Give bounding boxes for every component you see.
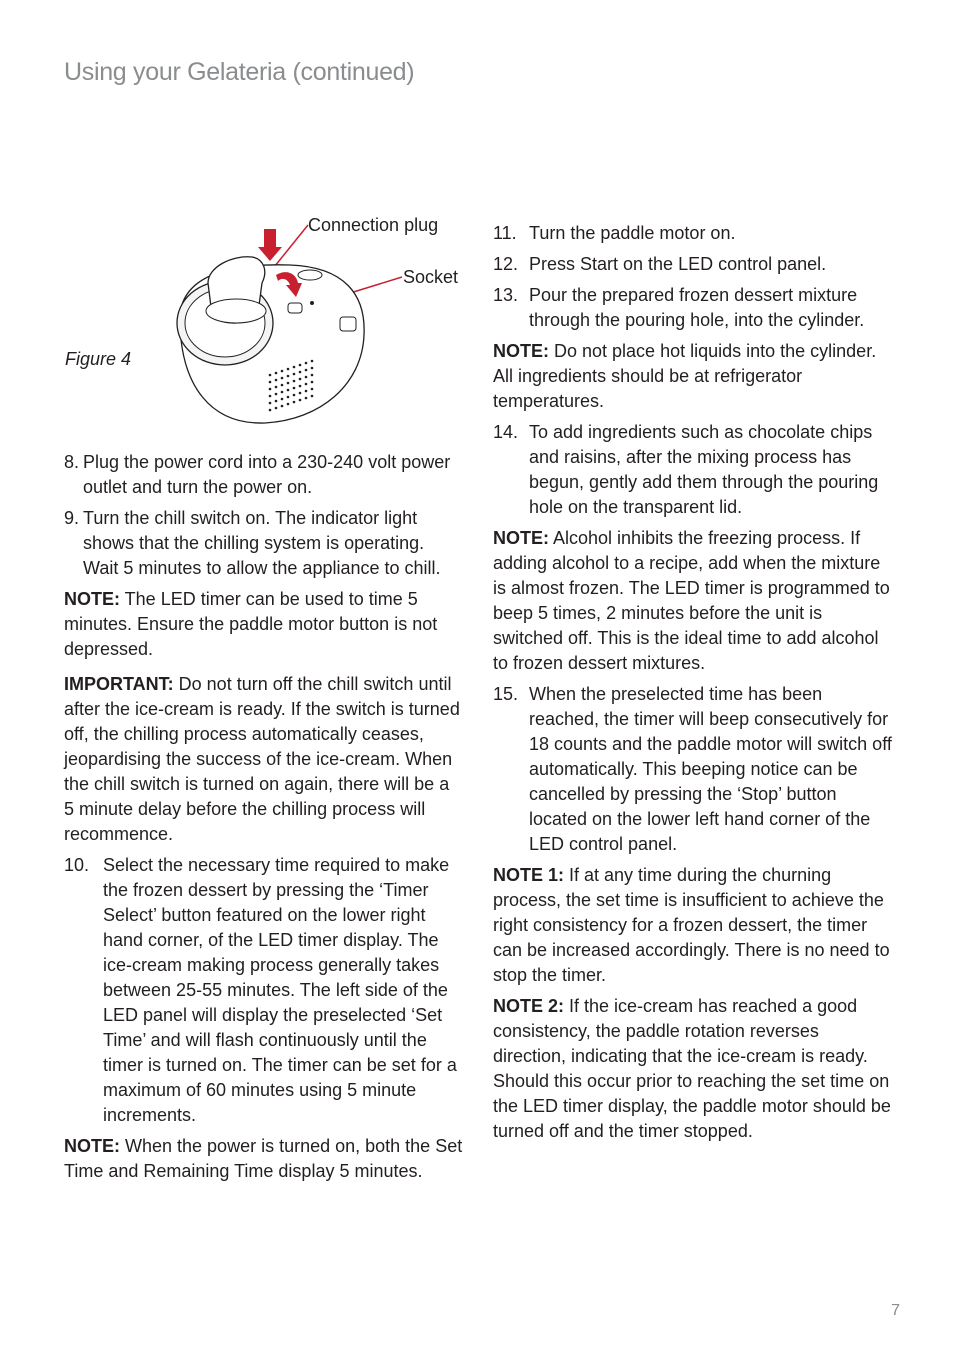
left-column xyxy=(64,450,464,1190)
note-label: NOTE 1: xyxy=(493,865,565,885)
step-number: 11. xyxy=(493,223,517,243)
note-paragraph xyxy=(493,339,893,414)
chill-switch-icon xyxy=(298,270,322,280)
step-12 xyxy=(493,252,893,277)
indicator-light-icon xyxy=(310,301,314,305)
step-8 xyxy=(64,450,464,500)
note-paragraph xyxy=(493,526,893,676)
note-paragraph xyxy=(64,587,464,662)
page-title: Using your Gelateria (continued) xyxy=(64,58,415,86)
figure-caption: Figure 4 xyxy=(65,349,132,369)
step-13 xyxy=(493,283,893,333)
step-number: 15. xyxy=(493,684,519,704)
important-text: Do not turn off the chill switch until after the ice-cream is ready. If the switch is turned off, the chilling process automatically ceases, jeopardising the success of the ice-cream. When the chill switch is turned on again, there will be a 5 minute delay before the chilling process will recommence. xyxy=(64,674,460,844)
note-label: NOTE: xyxy=(493,528,549,548)
note-text: When the power is turned on, both the Set Time and Remaining Time display 5 minutes. xyxy=(64,1136,463,1181)
step-text: Turn the chill switch on. The indicator light shows that the chilling system is operating. Wait 5 minutes to allow the appliance to chill. xyxy=(83,508,441,578)
note-text: If the ice-cream has reached a good consistency, the paddle rotation reverses direction, indicating that the ice-cream is ready. Should this occur prior to reaching the set time on the LED timer display, the paddle motor should be turned off and the timer stopped. xyxy=(493,996,891,1141)
step-text: To add ingredients such as chocolate chips and raisins, after the mixing process has begun, gently add them through the pouring hole on the transparent lid. xyxy=(529,422,879,517)
important-paragraph xyxy=(64,672,464,847)
socket-label: Socket xyxy=(403,267,459,287)
step-number: 10. xyxy=(64,855,90,875)
step-text: Select the necessary time required to make the frozen dessert by pressing the ‘Timer Select’ button featured on the lower right hand corner, of the LED timer display. The ice-cream making process generally takes between 25-55 minutes. The left side of the LED panel will display the preselected ‘Set Time’ and will flash continuously until the timer is turned on. The timer can be set for a maximum of 60 minutes using 5 minute increments. xyxy=(103,855,457,1125)
note-label: NOTE: xyxy=(493,341,549,361)
gelateria-illustration xyxy=(170,215,470,440)
note-label: NOTE: xyxy=(64,1136,120,1156)
note-paragraph xyxy=(493,863,893,988)
note-text: The LED timer can be used to time 5 minutes. Ensure the paddle motor button is not depressed. xyxy=(64,589,438,659)
note-label: NOTE 2: xyxy=(493,996,565,1016)
step-number: 9. xyxy=(64,508,80,528)
led-panel-icon xyxy=(340,317,356,331)
note-paragraph xyxy=(64,1134,464,1184)
note-text: Alcohol inhibits the freezing process. If adding alcohol to a recipe, add when the mixture is almost frozen. The LED timer is programmed to beep 5 times, 2 minutes before the unit is switched off. This is the ideal time to add alcohol to frozen dessert mixtures. xyxy=(493,528,890,673)
step-11 xyxy=(493,221,893,246)
step-text: Turn the paddle motor on. xyxy=(529,223,736,243)
motor-base xyxy=(206,299,266,323)
right-column xyxy=(493,221,893,1150)
step-15 xyxy=(493,682,893,857)
down-arrow-icon xyxy=(258,229,282,261)
important-label: IMPORTANT: xyxy=(64,674,174,694)
connection-plug-label: Connection plug xyxy=(308,215,439,235)
step-text: When the preselected time has been reached, the timer will beep consecutively for 18 counts and the paddle motor will switch off automatically. This beeping notice can be cancelled by pressing the ‘Stop’ button located on the lower left hand corner of the LED control panel. xyxy=(529,684,892,854)
socket-icon xyxy=(288,303,302,313)
step-number: 8. xyxy=(64,452,80,472)
note-paragraph xyxy=(493,994,893,1144)
step-14 xyxy=(493,420,893,520)
step-text: Plug the power cord into a 230-240 volt power outlet and turn the power on. xyxy=(83,452,451,497)
note-text: Do not place hot liquids into the cylinder. All ingredients should be at refrigerator temperatures. xyxy=(493,341,877,411)
step-text: Press Start on the LED control panel. xyxy=(529,254,827,274)
figure-4-illustration xyxy=(170,215,470,440)
note-text: If at any time during the churning process, the set time is insufficient to achieve the right consistency for a frozen dessert, the timer can be increased accordingly. There is no need to stop the timer. xyxy=(493,865,890,985)
step-text: Pour the prepared frozen dessert mixture through the pouring hole, into the cylinder. xyxy=(529,285,865,330)
step-9 xyxy=(64,506,464,581)
step-number: 14. xyxy=(493,422,519,442)
step-10 xyxy=(64,853,464,1128)
step-number: 13. xyxy=(493,285,519,305)
page-number: 7 xyxy=(891,1302,900,1319)
step-number: 12. xyxy=(493,254,519,274)
note-label: NOTE: xyxy=(64,589,120,609)
